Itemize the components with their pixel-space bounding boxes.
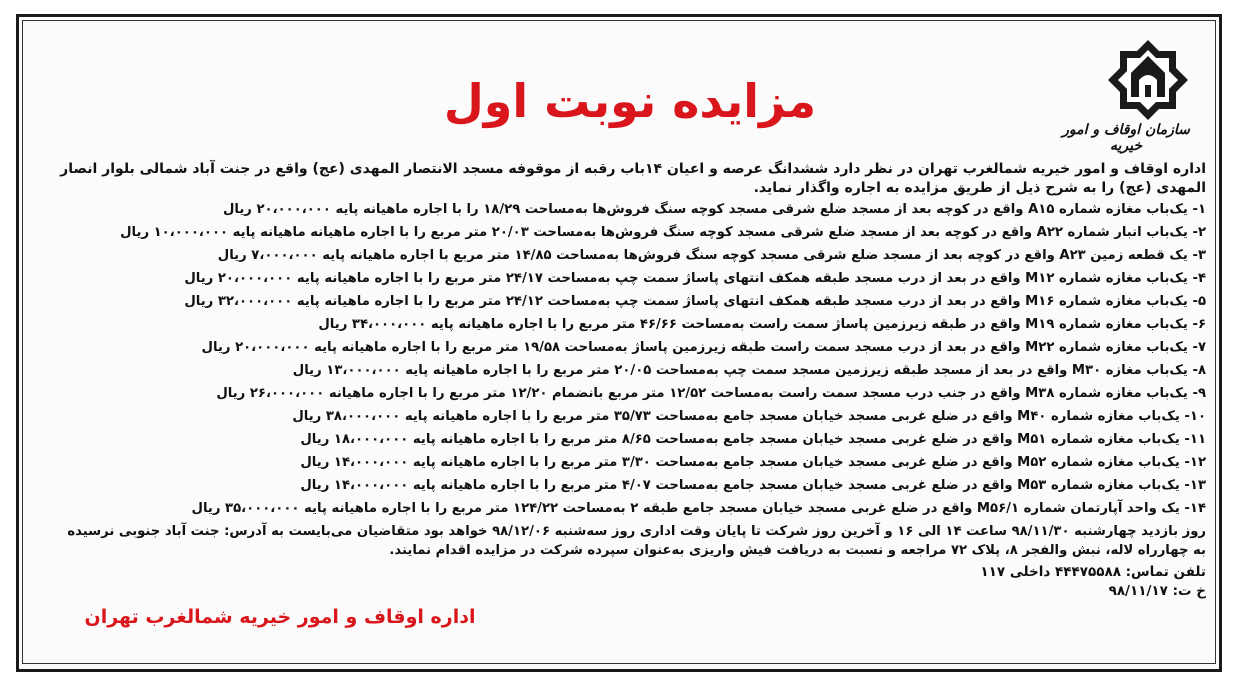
contact-phone: تلفن تماس: ۴۴۴۷۵۵۸۸ داخلی ۱۱۷ — [980, 564, 1206, 580]
property-list — [58, 198, 1206, 520]
list-item: ۱۴- یک واحد آپارتمان شماره M۵۶/۱ واقع در ضلع غربی مسجد خیابان مسجد جامع طبقه ۲ به‌مساحت ۱۲۴/۲۲ متر مربع را با اجاره ماهیانه پایه ۳۵،۰۰۰،۰۰۰ ریال — [191, 501, 1206, 516]
list-item: ۲- یک‌باب انبار شماره A۲۲ واقع در کوچه بعد از مسجد ضلع شرقی مسجد کوچه سنگ فروش‌ها به‌مساحت ۲۰/۰۳ متر مربع را با اجاره ماهیانه ماهیانه پایه ۱۰،۰۰۰،۰۰۰ ریال — [120, 225, 1206, 240]
list-item: ۱۲- یک‌باب مغازه شماره M۵۲ واقع در ضلع غربی مسجد خیابان مسجد جامع به‌مساحت ۳/۳۰ متر مربع را با اجاره ماهیانه پایه ۱۴،۰۰۰،۰۰۰ ریال — [300, 455, 1206, 470]
publication-date: خ ت: ۹۸/۱۱/۱۷ — [1108, 583, 1206, 599]
intro-paragraph: اداره اوقاف و امور خیریه شمالغرب تهران در نظر دارد ششدانگ عرصه و اعیان ۱۴باب رقبه از موقوفه مسجد الانتصار المهدی (عج) واقع در جنت آباد شمالی بلوار انصار المهدی (عج) را به شرح ذیل از طریق مزایده به اجاره واگذار نماید. — [60, 161, 1206, 196]
list-item: ۱- یک‌باب مغازه شماره A۱۵ واقع در کوچه بعد از مسجد ضلع شرقی مسجد کوچه سنگ فروش‌ها به‌مساحت ۱۸/۲۹ را با اجاره ماهیانه پایه ۲۰،۰۰۰،۰۰۰ ریال — [222, 202, 1206, 217]
visit-info: روز بازدید چهارشنبه ۹۸/۱۱/۳۰ ساعت ۱۴ الی ۱۶ و آخرین روز شرکت تا پایان وقت اداری روز سه‌شنبه ۹۸/۱۲/۰۶ خواهد بود متقاضیان می‌بایست به آدرس: جنت آباد جنوبی نرسیده به چهارراه لاله، نبش والفجر ۸، پلاک ۷۲ مراجعه و نسبت به دریافت فیش واریزی به‌عنوان سپرده شرکت در مزایده اقدام نمایند. — [67, 524, 1206, 558]
list-item: ۷- یک‌باب مغازه شماره M۲۲ واقع در بعد از درب مسجد سمت راست طبقه زیرزمین پاساژ به‌مساحت ۱۹/۵۸ متر مربع را با اجاره ماهیانه پایه ۲۰،۰۰۰،۰۰۰ ریال — [201, 340, 1206, 355]
list-item: ۵- یک‌باب مغازه شماره M۱۶ واقع در بعد از درب مسجد طبقه همکف انتهای پاساژ سمت چپ به‌مساحت ۲۴/۱۲ متر مربع را با اجاره ماهیانه پایه ۳۲،۰۰۰،۰۰۰ ریال — [184, 294, 1206, 309]
list-item: ۶- یک‌باب مغازه شماره M۱۹ واقع در طبقه زیرزمین پاساژ سمت راست به‌مساحت ۴۶/۶۶ متر مربع را با اجاره ماهیانه پایه ۳۴،۰۰۰،۰۰۰ ریال — [318, 317, 1206, 332]
signature: اداره اوقاف و امور خیریه شمالغرب تهران — [84, 606, 476, 628]
list-item: ۱۱- یک‌باب مغازه شماره M۵۱ واقع در ضلع غربی مسجد خیابان مسجد جامع به‌مساحت ۸/۶۵ متر مربع را با اجاره ماهیانه پایه ۱۸،۰۰۰،۰۰۰ ریال — [300, 432, 1206, 447]
list-item: ۴- یک‌باب مغازه شماره M۱۲ واقع در بعد از درب مسجد طبقه همکف انتهای پاساژ سمت چپ به‌مساحت ۲۴/۱۷ متر مربع را با اجاره ماهیانه پایه ۲۰،۰۰۰،۰۰۰ ریال — [184, 271, 1206, 286]
list-item: ۳- یک قطعه زمین A۲۳ واقع در کوچه بعد از مسجد ضلع شرقی مسجد کوچه سنگ فروش‌ها به‌مساحت ۱۴/۸۵ متر مربع با اجاره ماهیانه پایه ۷،۰۰۰،۰۰۰ ریال — [217, 248, 1206, 263]
list-item: ۱۳- یک‌باب مغازه شماره M۵۳ واقع در ضلع غربی مسجد خیابان مسجد جامع به‌مساحت ۴/۰۷ متر مربع را با اجاره ماهیانه پایه ۱۴،۰۰۰،۰۰۰ ریال — [300, 478, 1206, 493]
logo-caption: سازمان اوقاف و امور خیریه — [1062, 122, 1190, 154]
list-item: ۸- یک‌باب مغازه M۳۰ واقع در بعد از مسجد طبقه زیرزمین مسجد سمت چپ به‌مساحت ۲۰/۰۵ متر مربع را با اجاره ماهیانه پایه ۱۳،۰۰۰،۰۰۰ ریال — [292, 363, 1206, 378]
list-item: ۹- یک‌باب مغازه شماره M۳۸ واقع در جنب درب مسجد سمت راست به‌مساحت ۱۲/۵۲ متر مربع بانضمام ۱۲/۲۰ متر مربع را با اجاره ماهیانه ۲۶،۰۰۰،۰۰۰ ریال — [216, 386, 1206, 401]
page-title: مزایده نوبت اول — [443, 74, 817, 128]
list-item: ۱۰- یک‌باب مغازه شماره M۴۰ واقع در ضلع غربی مسجد خیابان مسجد جامع به‌مساحت ۳۵/۷۳ متر مربع را با اجاره ماهیانه پایه ۳۸،۰۰۰،۰۰۰ ریال — [292, 409, 1206, 424]
ad-body — [58, 160, 1206, 601]
